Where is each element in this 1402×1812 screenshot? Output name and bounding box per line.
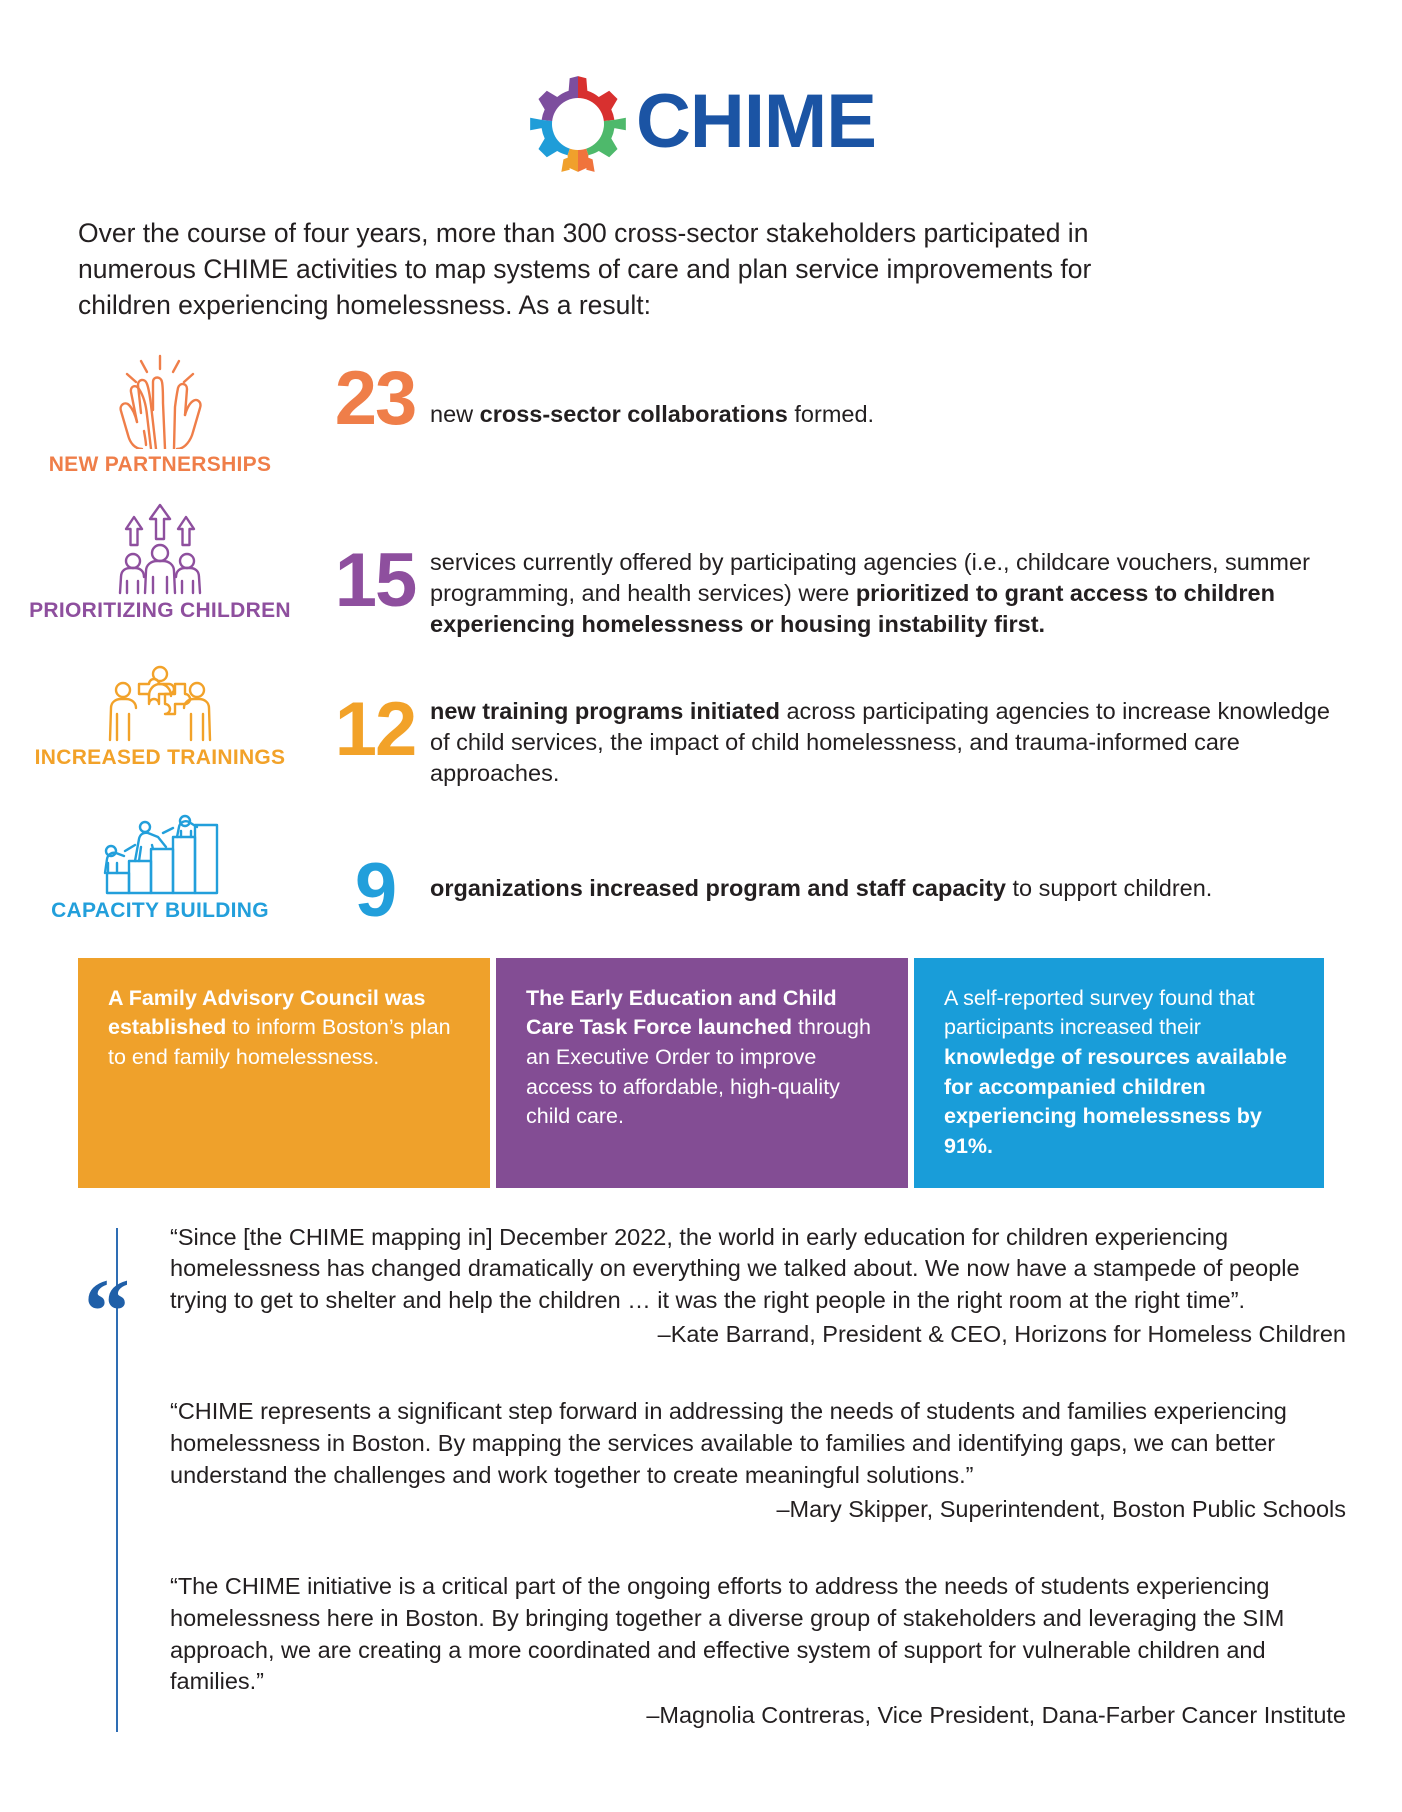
quote-text: “Since [the CHIME mapping in] December 2022, the world in early education for children experiencing homelessness has changed dramatically on everything we talked about. We now have a stampede of people trying to get to shelter and help the children … it was the right people in the right room at the right time”.: [170, 1223, 1300, 1313]
intro-paragraph: Over the course of four years, more than 300 cross-sector stakeholders participated in numerous CHIME activities to map systems of care and plan service improvements for children experiencing homelessness. As a result:: [78, 218, 1092, 320]
quote-block: [170, 1222, 1346, 1351]
stat-icon-column: [0, 349, 320, 477]
gear-icon: [526, 72, 630, 176]
stat-row: [0, 349, 1402, 477]
stat-number: 15: [334, 538, 416, 624]
stat-label: INCREASED TRAININGS: [34, 746, 286, 770]
callout-boxes: [78, 958, 1324, 1188]
quotes-section: [0, 1222, 1402, 1732]
people-raising-arrows-icon: [100, 503, 220, 595]
stat-text-bold: organizations increased program and staff capacity: [430, 875, 1006, 902]
stat-row: [0, 499, 1402, 640]
callout-task-force: [496, 958, 908, 1188]
stat-text-lead: services currently offered by participating agencies (i.e., childcare vouchers, summer programming, and health services) were: [430, 549, 1310, 607]
quote-block: [170, 1571, 1346, 1732]
quote-attribution: –Mary Skipper, Superintendent, Boston Public Schools: [776, 1495, 1346, 1522]
stat-text-tail: to support children.: [1005, 875, 1213, 902]
stat-text-bold: cross-sector collaborations: [479, 401, 788, 428]
chime-logo: [0, 0, 1402, 176]
stat-number: 12: [334, 687, 416, 773]
puzzle-people-icon: [101, 662, 219, 742]
callout-rest-text: through an Executive Order to improve access to affordable, high-quality child care.: [526, 1015, 871, 1129]
callout-bold-text: A Family Advisory Council was established: [108, 985, 426, 1040]
stat-description: [430, 807, 1402, 904]
stat-description: [430, 349, 1402, 430]
callout-bold-text: The Early Education and Child Care Task Force launched: [526, 985, 837, 1040]
quote-block: [170, 1396, 1346, 1525]
stat-icon-column: [0, 807, 320, 923]
growth-chart-people-icon: [97, 811, 223, 895]
stat-number: 9: [354, 848, 396, 934]
quote-attribution: –Kate Barrand, President & CEO, Horizons for Homeless Children: [657, 1320, 1346, 1347]
clapping-hands-icon: [101, 353, 219, 449]
stat-icon-column: [0, 658, 320, 770]
quote-text: “CHIME represents a significant step forward in addressing the needs of students and families experiencing homelessness in Boston. By mapping the services available to families and identifying gaps, we can better understand the challenges and work together to create meaningful solutions.”: [170, 1398, 1287, 1488]
stat-row: [0, 658, 1402, 789]
stat-text-tail: across participating agencies to increase knowledge of child services, the impact of child homelessness, and trauma-informed care approaches.: [430, 698, 1330, 787]
stat-label: CAPACITY BUILDING: [51, 899, 269, 923]
logo-wordmark: CHIME: [636, 79, 876, 164]
callout-rest-text: to inform Boston’s plan to end family homelessness.: [108, 1015, 451, 1069]
quote-attribution: –Magnolia Contreras, Vice President, Dana-Farber Cancer Institute: [646, 1702, 1346, 1729]
stat-text-bold: new training programs initiated: [430, 698, 780, 725]
quote-text: “The CHIME initiative is a critical part of the ongoing efforts to address the needs of students experiencing homelessness here in Boston. By bringing together a diverse group of stakeholders and leveraging the SIM approach, we are creating a more coordinated and effective system of support for vulnerable children and families.”: [170, 1573, 1285, 1695]
stat-description: [430, 658, 1402, 789]
callout-bold-text: knowledge of resources available for accompanied children experiencing homelessness by 91%.: [944, 1044, 1287, 1158]
stat-text-lead: new: [430, 401, 480, 428]
stat-icon-column: [0, 499, 320, 623]
stat-label: NEW PARTNERSHIPS: [48, 453, 272, 477]
stat-row: [0, 807, 1402, 934]
callout-survey-results: [914, 958, 1324, 1188]
stat-text-tail: formed.: [787, 401, 875, 428]
stat-description: [430, 499, 1402, 640]
quote-mark-icon: “: [84, 1259, 128, 1362]
stat-text-bold: prioritized to grant access to children experiencing homelessness or housing instability first.: [430, 580, 1275, 638]
statistics-list: [0, 349, 1402, 934]
stat-label: PRIORITIZING CHILDREN: [29, 599, 291, 623]
callout-lead-text: A self-reported survey found that participants increased their: [944, 985, 1255, 1040]
callout-family-advisory-council: [78, 958, 490, 1188]
stat-number: 23: [334, 356, 416, 442]
